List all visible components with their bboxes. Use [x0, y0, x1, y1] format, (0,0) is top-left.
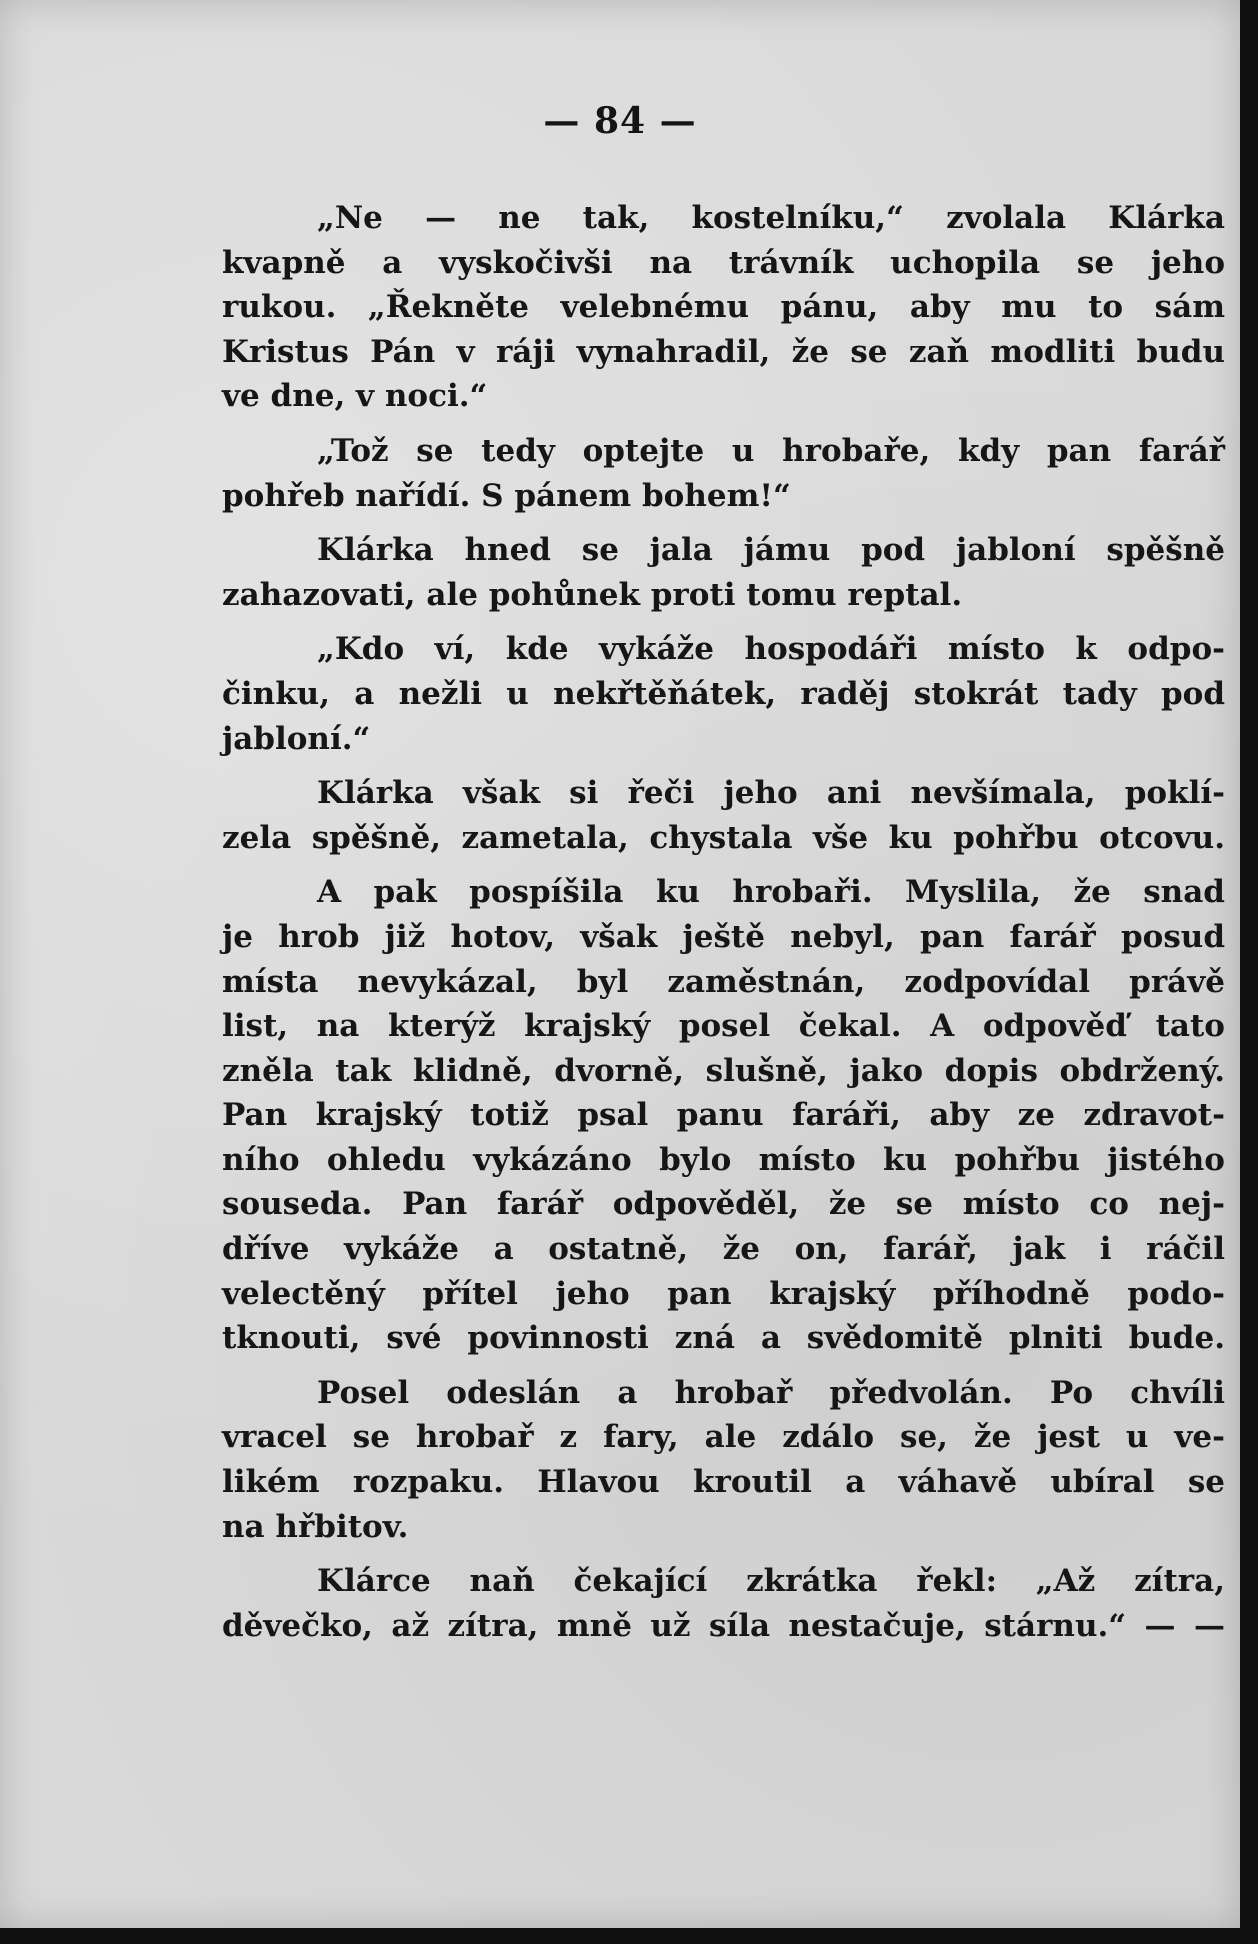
text-line: likém rozpaku. Hlavou kroutil a váhavě ubíral se	[222, 1464, 1225, 1501]
text-line: pohřeb nařídí. S pánem bohem!“	[222, 477, 791, 514]
text-line: „Ne — ne tak, kostelníku,“ zvolala Klárka	[317, 200, 1225, 236]
text-line: zela spěšně, zametala, chystala vše ku pohřbu otcovu.	[222, 819, 1225, 856]
text-line: zněla tak klidně, dvorně, slušně, jako dopis obdržený.	[222, 1052, 1225, 1089]
page-edge-shadow	[0, 1928, 1258, 1944]
paragraph	[222, 627, 1225, 761]
text-line: Klárka hned se jala jámu pod jabloní spěšně	[317, 532, 1225, 569]
text-line: Klárce naň čekající zkrátka řekl: „Až zítra,	[317, 1563, 1225, 1600]
text-line: místa nevykázal, byl zaměstnán, zodpovídal právě	[222, 963, 1225, 1000]
text-line: tknouti, své povinnosti zná a svědomitě plniti bude.	[222, 1320, 1225, 1357]
text-line: kvapně a vyskočivši na trávník uchopila se jeho	[222, 244, 1225, 281]
text-line: Posel odeslán a hrobař předvolán. Po chvíli	[317, 1374, 1225, 1411]
page-number: — 84 —	[543, 100, 697, 142]
text-line: děvečko, až zítra, mně už síla nestačuje, stárnu.“ — —	[222, 1607, 1225, 1644]
text-line: dříve vykáže a ostatně, že on, farář, jak i ráčil	[222, 1231, 1225, 1268]
text-line: Klárka však si řeči jeho ani nevšímala, poklí-	[317, 775, 1225, 812]
text-line: „Kdo ví, kde vykáže hospodáři místo k odpo-	[317, 631, 1225, 668]
paragraph	[222, 1371, 1225, 1549]
text-line: „Tož se tedy optejte u hrobaře, kdy pan farář	[317, 432, 1225, 469]
text-line: Pan krajský totiž psal panu faráři, aby ze zdravot-	[222, 1097, 1225, 1134]
page-edge-shadow	[1240, 0, 1258, 1944]
paragraph	[222, 429, 1225, 518]
text-line: ve dne, v noci.“	[222, 378, 488, 415]
paragraph	[222, 771, 1225, 860]
paragraph	[222, 528, 1225, 617]
text-line: činku, a nežli u nekřtěňátek, raděj stokrát tady pod	[222, 675, 1225, 712]
text-line: list, na kterýž krajský posel čekal. A odpověď tato	[222, 1008, 1225, 1045]
text-line: velectěný přítel jeho pan krajský příhodně podo-	[222, 1275, 1225, 1312]
text-line: rukou. „Řekněte velebnému pánu, aby mu to sám	[222, 289, 1225, 326]
paragraph	[222, 870, 1225, 1361]
body-text	[222, 196, 1225, 1648]
text-line: je hrob již hotov, však ještě nebyl, pan farář posud	[222, 918, 1225, 955]
text-line: A pak pospíšila ku hrobaři. Myslila, že snad	[317, 874, 1225, 911]
text-line: jabloní.“	[222, 720, 371, 757]
text-line: vracel se hrobař z fary, ale zdálo se, že jest u ve-	[222, 1419, 1225, 1456]
text-line: Kristus Pán v ráji vynahradil, že se zaň modliti budu	[222, 333, 1225, 370]
paragraph	[222, 196, 1225, 419]
text-line: souseda. Pan farář odpověděl, že se místo co nej-	[222, 1186, 1225, 1223]
text-line: na hřbitov.	[222, 1508, 409, 1545]
text-line: zahazovati, ale pohůnek proti tomu reptal.	[222, 576, 963, 613]
text-line: ního ohledu vykázáno bylo místo ku pohřbu jistého	[222, 1141, 1225, 1178]
paragraph	[222, 1559, 1225, 1648]
